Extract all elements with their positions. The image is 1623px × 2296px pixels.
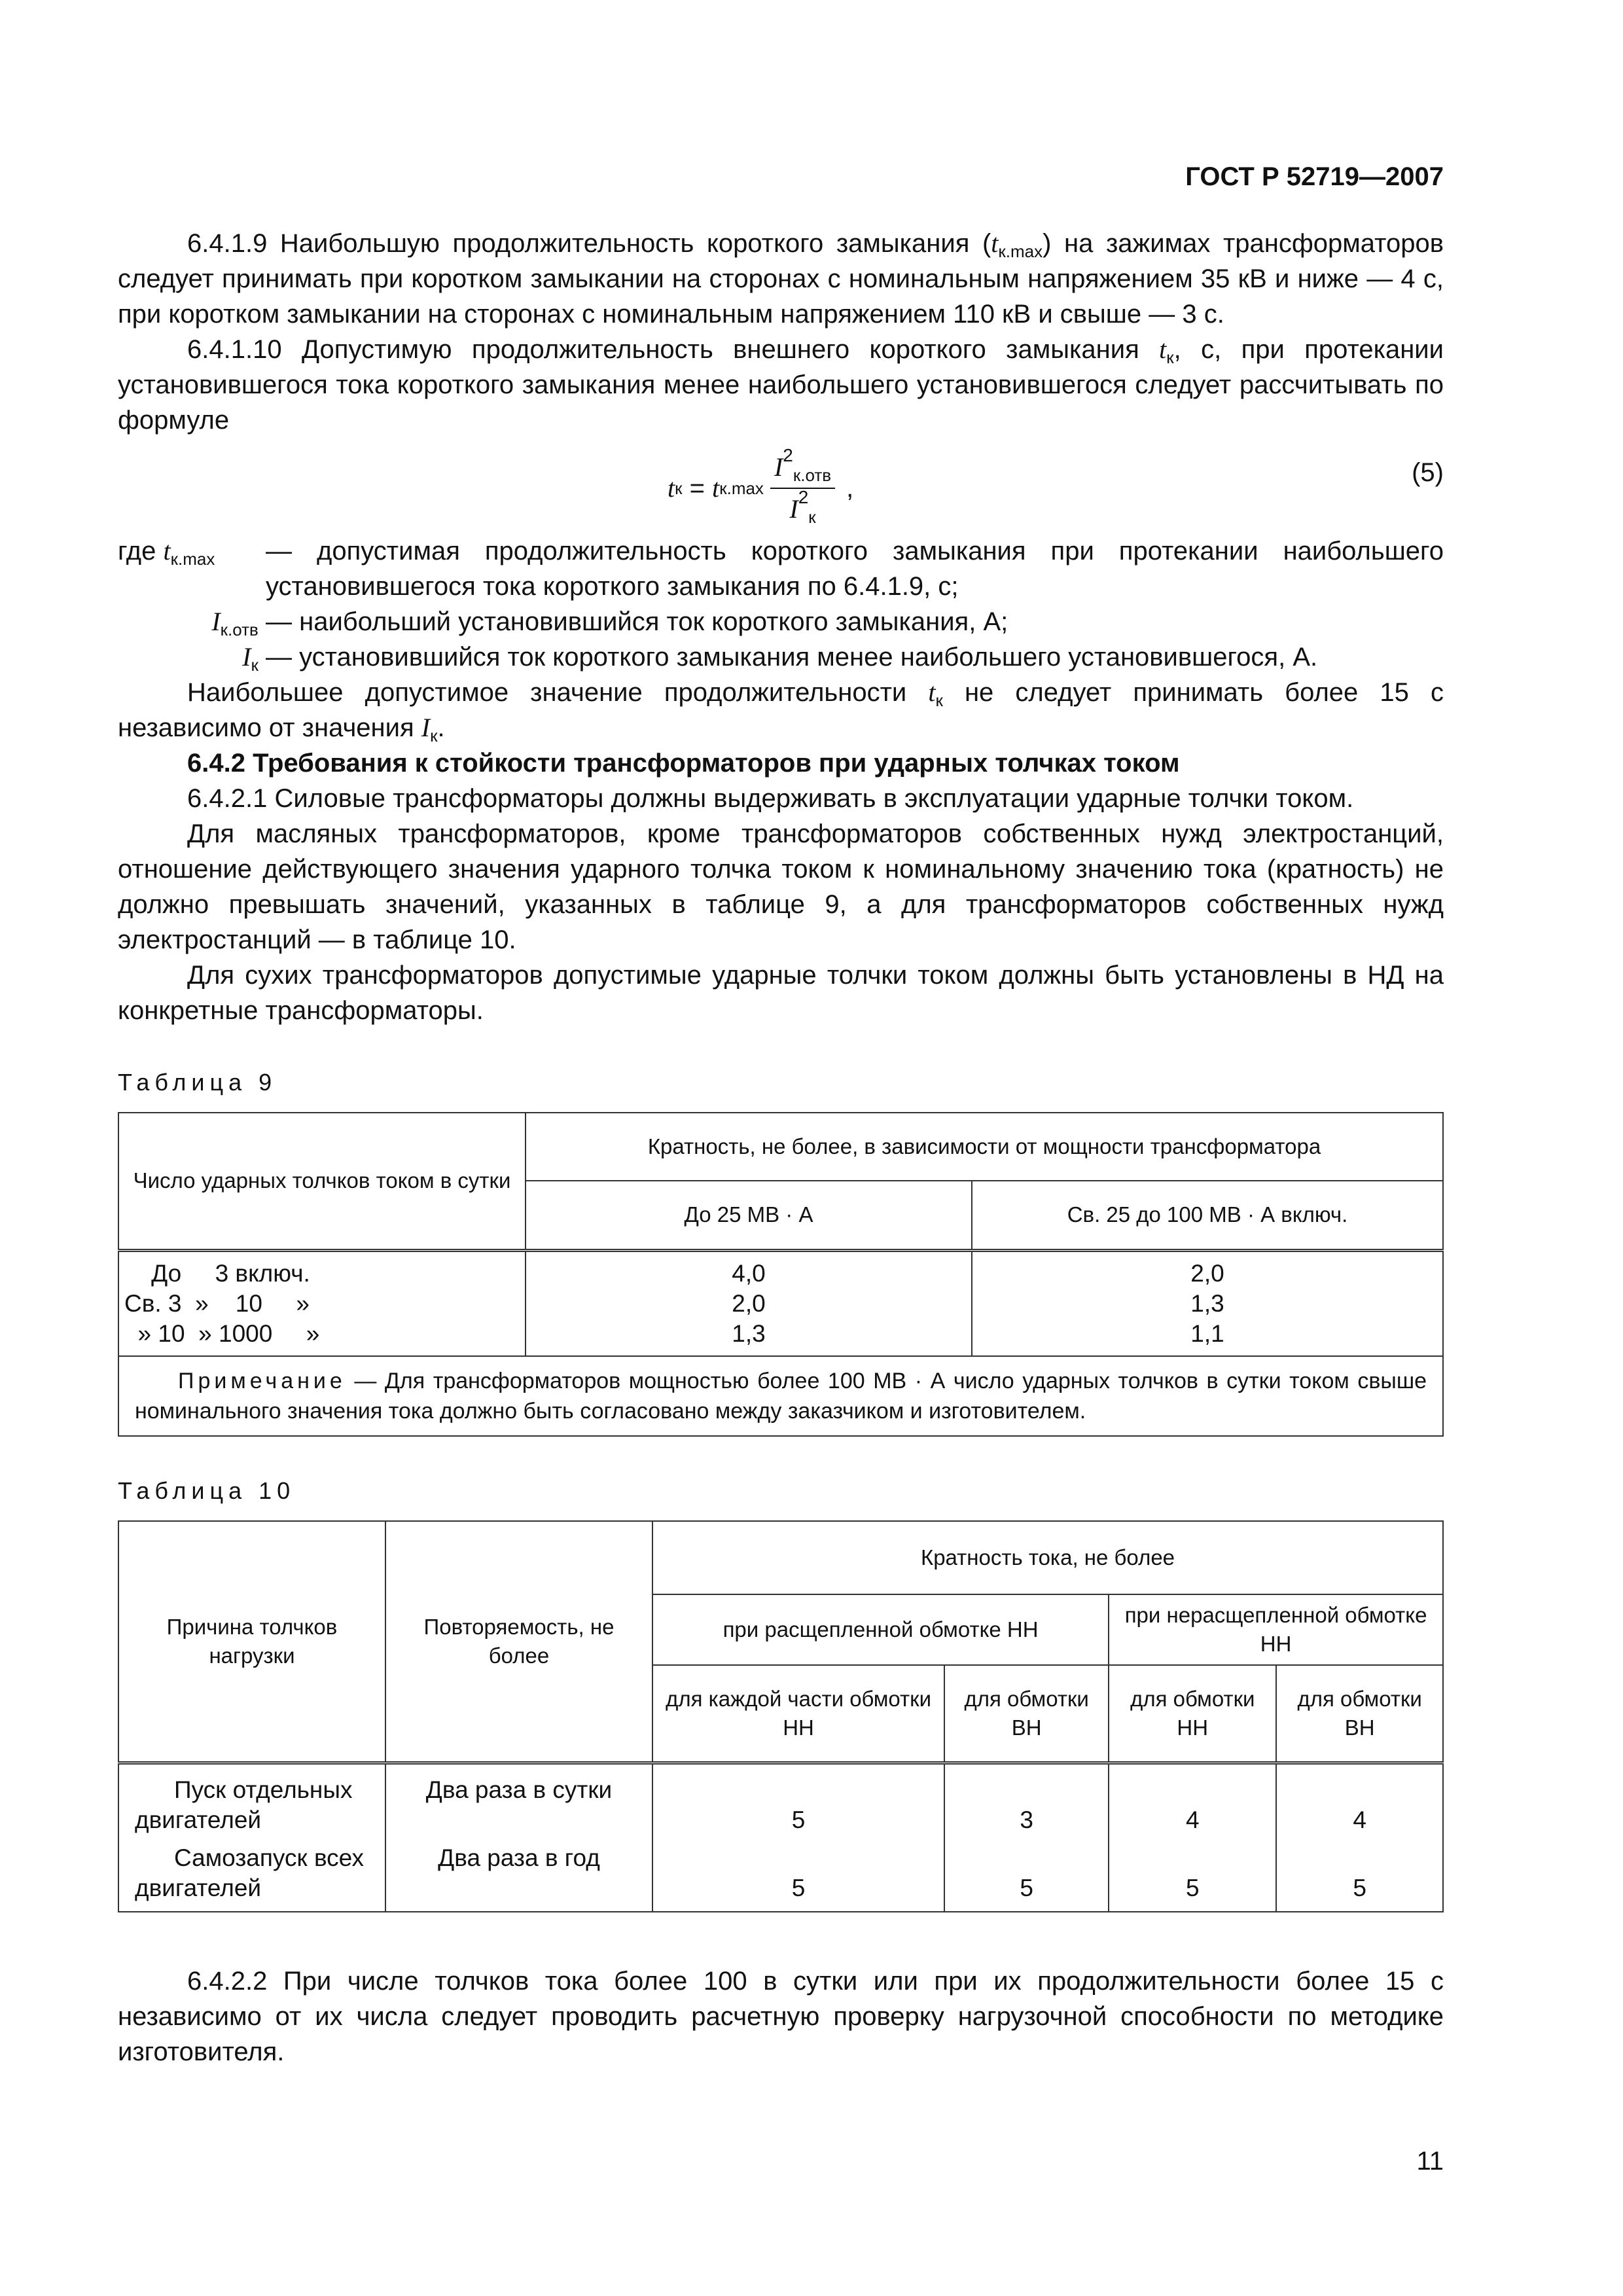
table-9-group-header: Кратность, не более, в зависимости от мощности трансформатора <box>526 1113 1443 1181</box>
fraction-denominator: $I^2_к$ <box>789 487 816 527</box>
where-item <box>118 604 1444 639</box>
formula-body: t к = t к.max $\frac{I^2_{к.отв}}{I^2_к}$ , <box>668 445 854 527</box>
table-10-value-cell: 4 <box>1276 1763 1443 1836</box>
page-number: 11 <box>1416 2147 1444 2176</box>
paragraph-6-4-2-2: 6.4.2.2 При числе толчков тока более 100 в сутки или при их продолжительности более 15 с независимо от их числа следует проводить расчетную проверку нагрузочной способности по методике изготовителя. <box>118 1967 1444 2066</box>
table-9-subheader: До 25 МВ · А <box>526 1181 972 1250</box>
table-10-cause-header: Причина толчков нагрузки <box>118 1521 385 1763</box>
table-10-repeat-cell: Два раза в сутки <box>385 1763 652 1836</box>
table-10-group-header: Кратность тока, не более <box>652 1521 1443 1594</box>
formula-number: (5) <box>1412 458 1444 487</box>
table-row <box>118 1763 1443 1836</box>
table-9-caption: Таблица 9 <box>118 1069 277 1096</box>
section-heading-6-4-2: 6.4.2 Требования к стойкости трансформаторов при ударных толчках током <box>187 749 1180 778</box>
table-10-value-cell: 5 <box>652 1763 944 1836</box>
where-item <box>118 533 1444 604</box>
table-9-count-cell: До 3 включ. Св. 3 » 10 » » 10 » 1000 » <box>118 1250 526 1356</box>
table-10-repeat-cell: Два раза в год <box>385 1835 652 1912</box>
paragraph-6-4-1-10: 6.4.1.10 Допустимую продолжительность внешнего короткого замыкания $t_к$, с, при протекании установившегося тока короткого замыкания менее наибольшего установившегося следует рассчитывать по формуле <box>118 334 1444 435</box>
table-9-value-cell: 2,0 1,3 1,1 <box>972 1250 1443 1356</box>
table-10-caption: Таблица 10 <box>118 1477 296 1504</box>
paragraph-oil-transformers: Для масляных трансформаторов, кроме трансформаторов собственных нужд электростанций, отношение действующего значения ударного толчка током к номинальному значению тока (кратность) не должно превышать значений, указанных в таблице 9, а для трансформаторов собственных нужд электростанций — в таблице 10. <box>118 819 1444 954</box>
table-10-value-cell: 5 <box>1109 1835 1276 1912</box>
table-10-leaf-header: для обмотки НН <box>1109 1665 1276 1763</box>
table-10-repeat-header: Повторяемость, не более <box>385 1521 652 1763</box>
fraction-numerator: $I^2_{к.отв}$ <box>774 445 832 485</box>
formula-5 <box>118 442 1444 533</box>
table-10-cause-cell: Самозапуск всех двигателей <box>118 1835 385 1912</box>
paragraph-max-duration: Наибольшее допустимое значение продолжительности $t_к$ не следует принимать более 15 с независимо от значения $I_к$. <box>118 677 1444 745</box>
table-10-nonsplit-header: при нерасщепленной обмотке НН <box>1109 1594 1443 1665</box>
table-row <box>118 1250 1443 1356</box>
paragraph-6-4-1-9: 6.4.1.9 Наибольшую продолжительность короткого замыкания $(t_{к.max})$ на зажимах трансформаторов следует принимать при коротком замыкании на сторонах с номинальным напряжением 35 кВ и ниже — 4 с, при коротком замыкании на сторонах с номинальным напряжением 110 кВ и свыше — 3 с. <box>118 228 1444 329</box>
where-description: — допустимая продолжительность короткого замыкания при протекании наибольшего установившегося тока короткого замыкания по 6.4.1.9, с; <box>266 537 1444 601</box>
table-10-value-cell: 4 <box>1109 1763 1276 1836</box>
table-10 <box>118 1520 1444 1913</box>
table-10-value-cell: 3 <box>944 1763 1109 1836</box>
table-9-col-count-header: Число ударных толчков током в сутки <box>118 1113 526 1250</box>
where-term: $I_{к.отв}$ <box>211 607 259 639</box>
page-content <box>118 226 1444 2070</box>
table-10-leaf-header: для обмотки ВН <box>944 1665 1109 1763</box>
table-9-value-cell: 4,0 2,0 1,3 <box>526 1250 972 1356</box>
paragraph-6-4-2-1: 6.4.2.1 Силовые трансформаторы должны выдерживать в эксплуатации ударные толчки током. <box>187 784 1354 813</box>
standard-designation: ГОСТ Р 52719—2007 <box>1185 162 1444 191</box>
table-10-leaf-header: для обмотки ВН <box>1276 1665 1443 1763</box>
where-description: — наибольший установившийся ток короткого замыкания, А; <box>266 607 1008 636</box>
table-9-note-row <box>118 1356 1443 1436</box>
where-term: где $t_{к.max}$ <box>118 536 215 569</box>
paragraph-dry-transformers: Для сухих трансформаторов допустимые ударные толчки током должны быть установлены в НД на конкретные трансформаторы. <box>118 961 1444 1025</box>
table-9 <box>118 1112 1444 1437</box>
table-10-value-cell: 5 <box>652 1835 944 1912</box>
table-10-value-cell: 5 <box>944 1835 1109 1912</box>
table-9-note: Примечание — Для трансформаторов мощностью более 100 МВ · А число ударных толчков в сутки током свыше номинального значения тока должно быть согласовано между заказчиком и изготовителем. <box>118 1356 1443 1436</box>
table-10-split-header: при расщепленной обмотке НН <box>652 1594 1109 1665</box>
table-10-value-cell: 5 <box>1276 1835 1443 1912</box>
where-list <box>118 533 1444 675</box>
table-10-cause-cell: Пуск отдельных двигателей <box>118 1763 385 1836</box>
formula-fraction <box>770 445 835 527</box>
where-description: — установившийся ток короткого замыкания менее наибольшего установившегося, А. <box>266 643 1318 672</box>
where-term: $I_к$ <box>242 642 259 675</box>
table-9-subheader: Св. 25 до 100 МВ · А включ. <box>972 1181 1443 1250</box>
table-row <box>118 1835 1443 1912</box>
table-10-leaf-header: для каждой части обмотки НН <box>652 1665 944 1763</box>
where-item <box>118 639 1444 675</box>
